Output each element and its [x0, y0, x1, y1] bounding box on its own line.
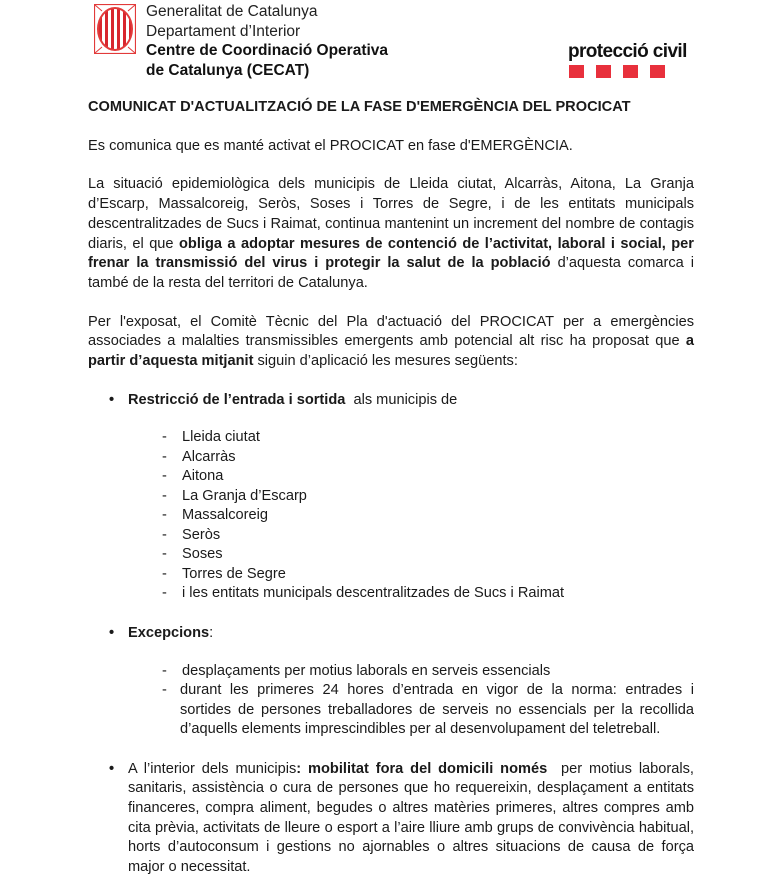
list-item	[88, 681, 694, 740]
document-body	[88, 98, 699, 878]
municipality-name: Alcarràs	[182, 448, 236, 465]
list-item	[88, 506, 694, 526]
bullet-heading: : mobilitat fora del domicili només	[296, 760, 548, 777]
paragraph-situation	[88, 175, 694, 293]
organization-block	[146, 2, 388, 80]
org-line-centre: Centre de Coordinació Operativa	[146, 42, 389, 59]
bullet-icon: •	[109, 624, 115, 641]
municipality-name: Massalcoreig	[182, 507, 268, 524]
org-line-department: Departament d’Interior	[146, 22, 301, 40]
proteccio-civil-squares-icon	[569, 65, 687, 78]
list-item	[88, 487, 694, 507]
dash-icon: -	[162, 565, 167, 582]
paragraph-text: d’aquesta comarca i també de la resta del territori de Catalunya.	[88, 255, 694, 291]
dash-icon: -	[162, 429, 167, 446]
dash-icon: -	[162, 585, 167, 602]
dash-icon: -	[162, 448, 167, 465]
proteccio-civil-logo	[568, 42, 687, 78]
bullet-text: :	[209, 624, 214, 641]
exceptions-list	[88, 662, 694, 740]
dash-icon: -	[162, 682, 167, 699]
exception-text: durant les primeres 24 hores d’entrada en vigor de la norma: entrades i sortides de persones treballadores de serveis no essencials per la recollida d’aquells elements imprescindibles per al desenvolupament del teletreball.	[180, 682, 694, 738]
proteccio-civil-text: protecció civil	[568, 41, 687, 62]
bullet-text: als municipis de	[345, 391, 458, 408]
paragraph-bold-text: obliga a adoptar mesures de contenció de l’activitat, laboral i social, per frenar la transmissió del virus i protegir la salut de la població	[88, 235, 694, 272]
bullet-interior-mobility	[88, 760, 699, 878]
bullet-icon: •	[109, 391, 115, 408]
list-item	[88, 448, 694, 468]
bullet-heading: Restricció de l’entrada i sortida	[128, 391, 346, 408]
bullet-text: A l’interior dels municipis	[128, 760, 297, 777]
bullet-restriction	[88, 391, 694, 411]
list-item	[88, 565, 694, 585]
dash-icon: -	[162, 468, 167, 485]
municipality-name: Aitona	[182, 468, 224, 485]
bullet-icon: •	[109, 760, 115, 777]
list-item	[88, 428, 694, 448]
municipality-name: Lleida ciutat	[182, 429, 260, 446]
list-item	[88, 545, 694, 565]
municipality-name: i les entitats municipals descentralitzades de Sucs i Raimat	[182, 585, 565, 602]
paragraph-text: siguin d’aplicació les mesures següents:	[253, 353, 518, 370]
list-item	[88, 662, 694, 682]
exception-text: desplaçaments per motius laborals en serveis essencials	[182, 662, 551, 679]
list-item	[88, 526, 694, 546]
dash-icon: -	[162, 526, 167, 543]
paragraph-proposal	[88, 313, 694, 372]
municipality-name: Seròs	[182, 526, 221, 543]
gencat-shield-icon	[94, 4, 136, 54]
org-line-generalitat: Generalitat de Catalunya	[146, 3, 318, 20]
document-title: COMUNICAT D'ACTUALITZACIÓ DE LA FASE D'EMERGÈNCIA DEL PROCICAT	[88, 99, 631, 115]
dash-icon: -	[162, 546, 167, 563]
org-line-cecat: de Catalunya (CECAT)	[146, 61, 310, 79]
municipality-name: Torres de Segre	[182, 565, 286, 582]
document-header	[0, 0, 775, 90]
bullet-exceptions	[88, 624, 694, 644]
paragraph-text: Per l'exposat, el Comitè Tècnic del Pla d'actuació del PROCICAT per a emergències associades a malalties transmissibles emergents amb potencial alt risc ha proposat que	[88, 313, 694, 350]
municipality-name: Soses	[182, 546, 223, 563]
dash-icon: -	[162, 662, 167, 679]
dash-icon: -	[162, 507, 167, 524]
paragraph-text: La situació epidemiològica dels municipis de Lleida ciutat, Alcarràs, Aitona, La Granja d’Escarp, Massalcoreig, Seròs, Soses i Torres de Segre, i de les entitats municipals descentralitzades de Sucs i Raimat, continua mantenint un increment del nombre de contagis diaris, el que	[88, 176, 694, 252]
paragraph-status: Es comunica que es manté activat el PROCICAT en fase d'EMERGÈNCIA.	[88, 137, 573, 154]
list-item	[88, 467, 694, 487]
municipality-list	[88, 428, 694, 604]
paragraph-bold-text: a partir d’aquesta mitjanit	[88, 333, 694, 370]
dash-icon: -	[162, 487, 167, 504]
bullet-heading: Excepcions	[128, 624, 210, 641]
municipality-name: La Granja d’Escarp	[182, 487, 307, 504]
list-item	[88, 584, 694, 604]
bullet-text: per motius laborals, sanitaris, assistència o cura de persones que ho requereixin, desplaçament a entitats financeres, compra aliment, begudes o altres matèries primeres, altres compres amb cita prèvia, activitats de lleure o esport a l’aire lliure amb grups de convivència habitual, horts d’autoconsum i gestions no ajornables o altres situacions de causa de força major o necessitat.	[128, 760, 699, 876]
